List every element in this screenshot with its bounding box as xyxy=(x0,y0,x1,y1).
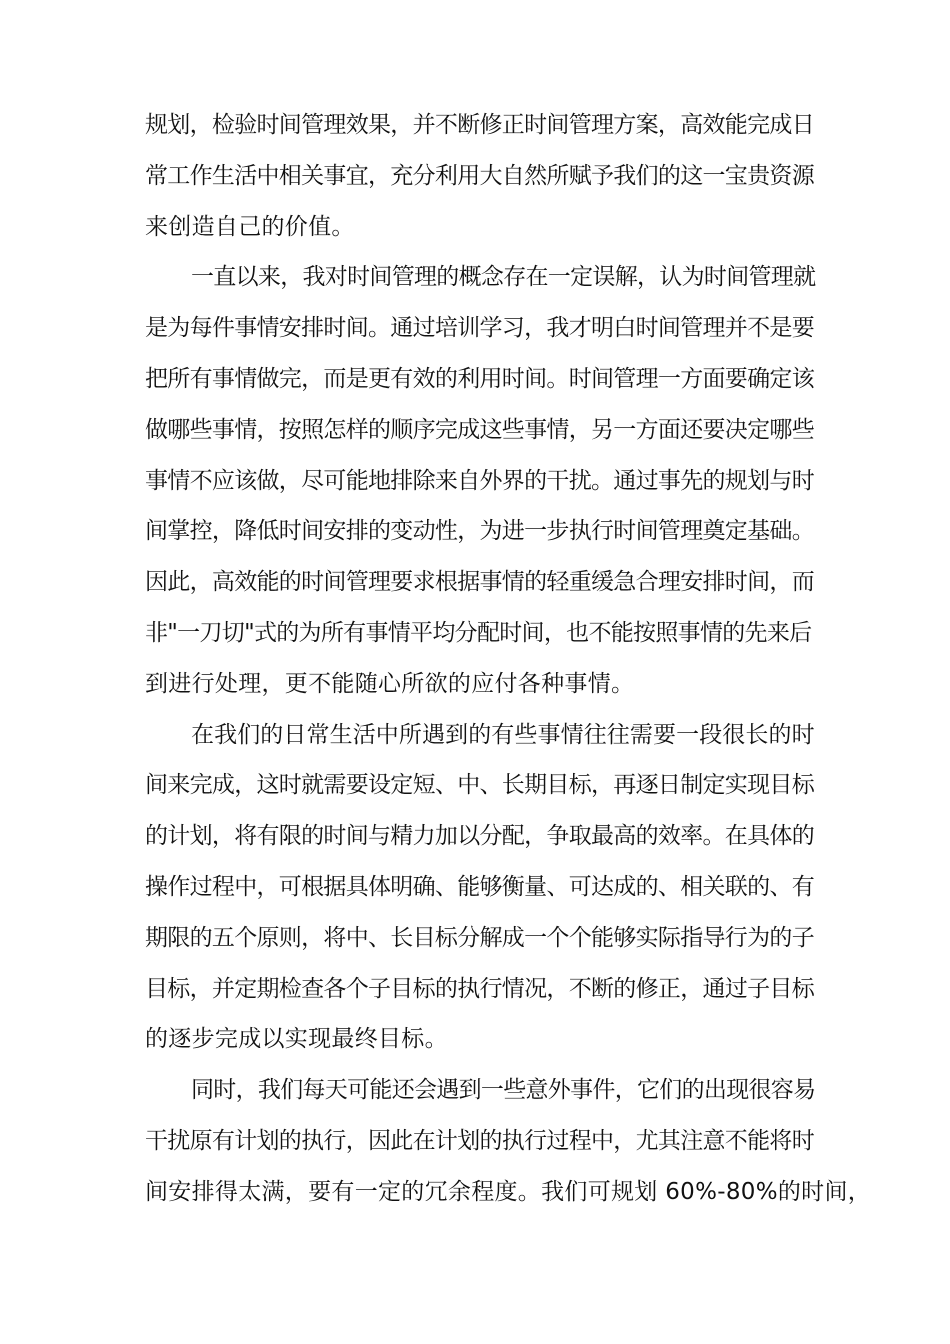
text-line: 来创造自己的价值。 xyxy=(145,213,355,240)
text-line: 做哪些事情，按照怎样的顺序完成这些事情，另一方面还要决定哪些 xyxy=(145,416,815,443)
text-line: 规划，检验时间管理效果，并不断修正时间管理方案，高效能完成日 xyxy=(145,112,815,138)
text-line: 常工作生活中相关事宜，充分利用大自然所赋予我们的这一宝贵资源 xyxy=(145,162,815,189)
text-line: 操作过程中，可根据具体明确、能够衡量、可达成的、相关联的、有 xyxy=(145,873,815,900)
text-line: 同时，我们每天可能还会遇到一些意外事件，它们的出现很容易 xyxy=(191,1077,816,1104)
text-line: 一直以来，我对时间管理的概念存在一定误解，认为时间管理就 xyxy=(191,264,816,291)
text-line: 间掌控，降低时间安排的变动性，为进一步执行时间管理奠定基础。 xyxy=(145,518,815,545)
text-line: 非"一刀切"式的为所有事情平均分配时间，也不能按照事情的先来后 xyxy=(145,619,812,646)
text-line: 的计划，将有限的时间与精力加以分配，争取最高的效率。在具体的 xyxy=(145,823,815,850)
text-line: 目标，并定期检查各个子目标的执行情况，不断的修正，通过子目标 xyxy=(145,975,815,1002)
text-line: 的逐步完成以实现最终目标。 xyxy=(145,1026,448,1053)
paragraph xyxy=(145,710,817,1066)
paragraph xyxy=(145,1065,872,1217)
text-line: 是为每件事情安排时间。通过培训学习，我才明白时间管理并不是要 xyxy=(145,315,815,342)
document-body xyxy=(145,100,872,1218)
text-line: 把所有事情做完，而是更有效的利用时间。时间管理一方面要确定该 xyxy=(145,365,815,392)
paragraph xyxy=(145,100,817,252)
text-line: 间安排得太满，要有一定的冗余程度。我们可规划 60%-80%的时间， xyxy=(145,1178,872,1205)
paragraph xyxy=(145,252,817,709)
text-line: 到进行处理，更不能随心所欲的应付各种事情。 xyxy=(145,670,635,697)
text-line: 因此，高效能的时间管理要求根据事情的轻重缓急合理安排时间，而 xyxy=(145,569,815,596)
text-line: 在我们的日常生活中所遇到的有些事情往往需要一段很长的时 xyxy=(191,721,815,748)
text-line: 干扰原有计划的执行，因此在计划的执行过程中，尤其注意不能将时 xyxy=(145,1127,815,1154)
text-line: 期限的五个原则，将中、长目标分解成一个个能够实际指导行为的子 xyxy=(145,924,815,951)
text-line: 间来完成，这时就需要设定短、中、长期目标，再逐日制定实现目标 xyxy=(145,772,815,799)
text-line: 事情不应该做，尽可能地排除来自外界的干扰。通过事先的规划与时 xyxy=(145,467,815,494)
